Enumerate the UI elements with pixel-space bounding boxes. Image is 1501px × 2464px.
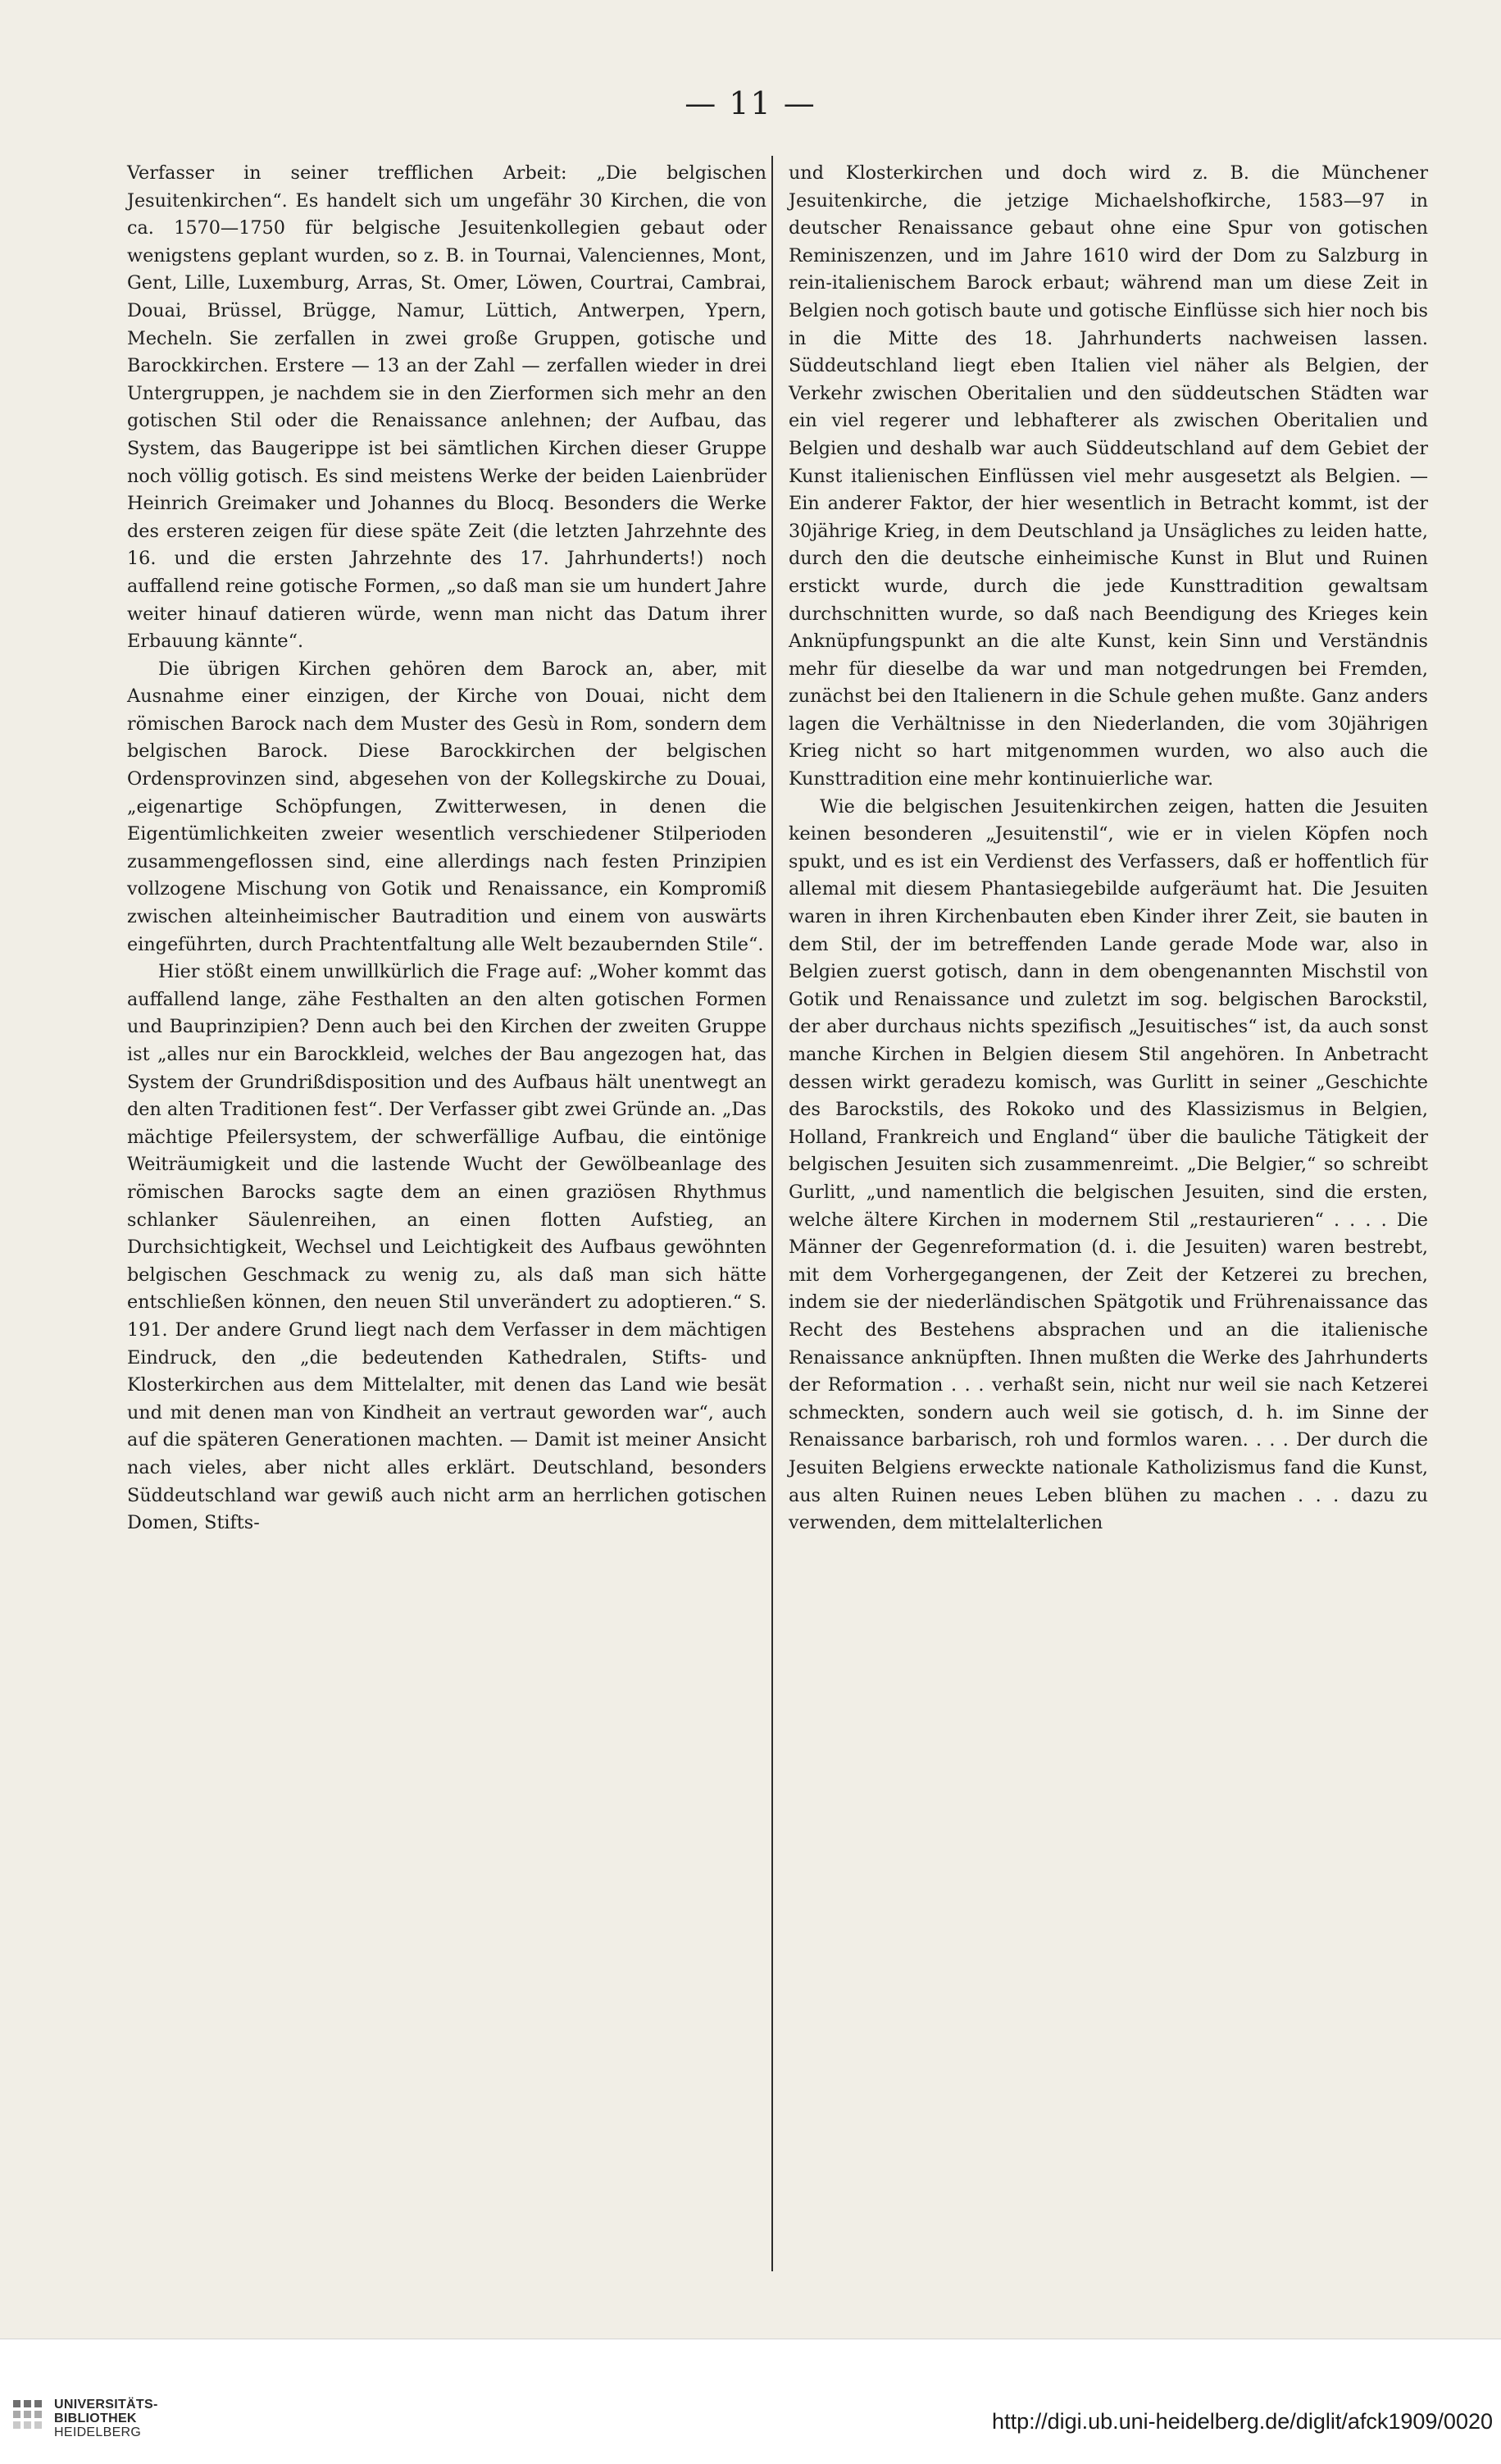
paragraph: Wie die belgischen Jesuitenkirchen zeigen, hatten die Jesuiten keinen besonderen „Jesuitenstil“, wie er in vielen Köpfen noch spukt, und es ist ein Verdienst des Verfassers, daß er hoffentlich für allemal mit diesem Phantasiegebilde aufgeräumt hat. Die Jesuiten waren in ihren Kirchenbauten eben Kinder ihrer Zeit, sie bauten in dem Stil, der im betreffenden Lande gerade Mode war, also in Belgien zuerst gotisch, dann in dem obengenannten Mischstil von Gotik und Renaissance und zuletzt im sog. belgischen Barockstil, der aber durchaus nichts spezifisch „Jesuitisches“ ist, da auch sonst manche Kirchen in Belgien diesem Stil angehören. In Anbetracht dessen wirkt geradezu komisch, was Gurlitt in seiner „Geschichte des Barockstils, des Rokoko und des Klassizismus in Belgien, Holland, Frankreich und England“ über die bauliche Tätigkeit der belgischen Jesuiten sich zusammenreimt. „Die Belgier,“ so schreibt Gurlitt, „und namentlich die belgischen Jesuiten, sind die ersten, welche ältere Kirchen in modernem Stil „restaurieren“ . . . . Die Männer der Gegenreformation (d. i. die Jesuiten) waren bestrebt, mit dem Vorhergegangenen, der Zeit der Ketzerei zu brechen, indem sie der niederländischen Spätgotik und Frührenaissance das Recht des Bestehens absprachen und an die italienische Renaissance anknüpften. Ihnen mußten die Werke des Jahrhunderts der Reformation . . . verhaßt sein, nicht nur weil sie nach Ketzerei schmeckten, sondern auch weil sie gotisch, d. h. im Sinne der Renaissance barbarisch, roh und formlos waren. . . . Der durch die Jesuiten Belgiens erweckte nationale Katholizismus fand die Kunst, aus alten Ruinen neues Leben blühen zu machen . . . dazu zu verwenden, dem mittelalterlichen xyxy=(789,795,1428,1534)
library-name-line: UNIVERSITÄTS- xyxy=(54,2398,158,2412)
digitization-footer xyxy=(0,2339,1501,2464)
paragraph: Hier stößt einem unwillkürlich die Frage auf: „Woher kommt das auffallend lange, zähe Festhalten an den alten gotischen Formen und Bauprinzipien? Denn auch bei den Kirchen der zweiten Gruppe ist „alles nur ein Barockkleid, welches der Bau angezogen hat, das System der Grundrißdisposition und des Aufbaus hält unentwegt an den alten Traditionen fest“. Der Verfasser gibt zwei Gründe an. „Das mächtige Pfeilersystem, der schwerfällige Aufbau, die eintönige Weiträumigkeit und die lastende Wucht der Gewölbeanlage des römischen Barocks sagte dem an einen graziösen Rhythmus schlanker Säulenreihen, an einen flotten Aufstieg, an Durchsichtigkeit, Wechsel und Leichtigkeit des Aufbaus gewöhnten belgischen Geschmack zu wenig zu, als daß man sich hätte entschließen können, den neuen Stil unverändert zu adoptieren.“ S. 191. Der andere Grund liegt nach dem Verfasser in dem mächtigen Eindruck, den „die bedeutenden Kathedralen, Stifts- und Klosterkirchen aus dem Mittelalter, mit denen das Land wie besät und mit denen man von Kindheit an vertraut geworden war“, auch auf die späteren Generationen machten. — Damit ist meiner Ansicht nach vieles, aber nicht alles erklärt. Deutschland, besonders Süddeutschland war gewiß auch nicht arm an herrlichen gotischen Domen, Stifts- xyxy=(127,961,766,1534)
column-divider xyxy=(771,156,773,2271)
page-number: — 11 — xyxy=(685,85,816,121)
library-name-line: HEIDELBERG xyxy=(54,2425,142,2439)
paragraph: Verfasser in seiner trefflichen Arbeit: „Die belgischen Jesuitenkirchen“. Es handelt sich um ungefähr 30 Kirchen, die von ca. 1570—1750 für belgische Jesuitenkollegien gebaut oder wenigstens geplant wurden, so z. B. in Tournai, Valenciennes, Mont, Gent, Lille, Luxemburg, Arras, St. Omer, Löwen, Courtrai, Cambrai, Douai, Brüssel, Brügge, Namur, Lüttich, Antwerpen, Ypern, Mecheln. Sie zerfallen in zwei große Gruppen, gotische und Barockkirchen. Erstere — 13 an der Zahl — zerfallen wieder in drei Untergruppen, je nachdem sie in den Zierformen sich mehr an den gotischen Stil oder die Renaissance anlehnen; der Aufbau, das System, das Baugerippe ist bei sämtlichen Kirchen dieser Gruppe noch völlig gotisch. Es sind meistens Werke der beiden Laienbrüder Heinrich Greimaker und Johannes du Blocq. Besonders die Werke des ersteren zeigen für diese späte Zeit (die letzten Jahrzehnte des 16. und die ersten Jahrzehnte des 17. Jahrhunderts!) noch auffallend reine gotische Formen, „so daß man sie um hundert Jahre weiter hinauf datieren würde, wenn man nicht das Datum ihrer Erbauung kännte“. xyxy=(127,162,766,653)
left-text-column xyxy=(127,160,766,1537)
paragraph: und Klosterkirchen und doch wird z. B. die Münchener Jesuitenkirche, die jetzige Michaelshofkirche, 1583—97 in deutscher Renaissance gebaut ohne eine Spur von gotischen Reminiszenzen, und im Jahre 1610 wird der Dom zu Salzburg in rein-italienischem Barock erbaut; während man um diese Zeit in Belgien noch gotisch baute und gotische Einflüsse sich hier noch bis in die Mitte des 18. Jahrhunderts nachweisen lassen. Süddeutschland liegt eben Italien viel näher als Belgien, der Verkehr zwischen Oberitalien und den süddeutschen Städten war ein viel regerer und lebhafterer als zwischen Oberitalien und Belgien und deshalb war auch Süddeutschland auf dem Gebiet der Kunst italienischen Einflüssen viel mehr ausgesetzt als Belgien. — Ein anderer Faktor, der hier wesentlich in Betracht kommt, ist der 30jährige Krieg, in dem Deutschland ja Unsägliches zu leiden hatte, durch den die deutsche einheimische Kunst in Blut und Ruinen erstickt wurde, durch die jede Kunsttradition gewaltsam durchschnitten wurde, so daß nach Beendigung des Krieges kein Anknüpfungspunkt an die alte Kunst, kein Sinn und Verständnis mehr für dieselbe da war und man notgedrungen bei Fremden, zunächst bei den Italienern in die Schule gehen mußte. Ganz anders lagen die Verhältnisse in den Niederlanden, die vom 30jährigen Krieg nicht so hart mitgenommen wurden, wo also auch die Kunsttradition eine mehr kontinuierliche war. xyxy=(789,162,1428,790)
library-name-line: BIBLIOTHEK xyxy=(54,2412,137,2425)
source-url-link[interactable]: http://digi.ub.uni-heidelberg.de/diglit/afck1909/0020 xyxy=(992,2409,1493,2434)
library-name xyxy=(54,2398,158,2439)
university-library-logo-icon xyxy=(11,2398,44,2437)
paragraph: Die übrigen Kirchen gehören dem Barock an, aber, mit Ausnahme einer einzigen, der Kirche von Douai, nicht dem römischen Barock nach dem Muster des Gesù in Rom, sondern dem belgischen Barock. Diese Barockkirchen der belgischen Ordensprovinzen sind, abgesehen von der Kollegskirche zu Douai, „eigenartige Schöpfungen, Zwitterwesen, in denen die Eigentümlichkeiten zweier wesentlich verschiedener Stilperioden zusammengeflossen sind, eine allerdings nach festen Prinzipien vollzogene Mischung von Gotik und Renaissance, ein Kompromiß zwischen alteinheimischer Bautradition und einem von auswärts eingeführten, durch Prachtentfaltung alle Welt bezaubernden Stile“. xyxy=(127,658,766,955)
right-text-column xyxy=(789,160,1428,1537)
